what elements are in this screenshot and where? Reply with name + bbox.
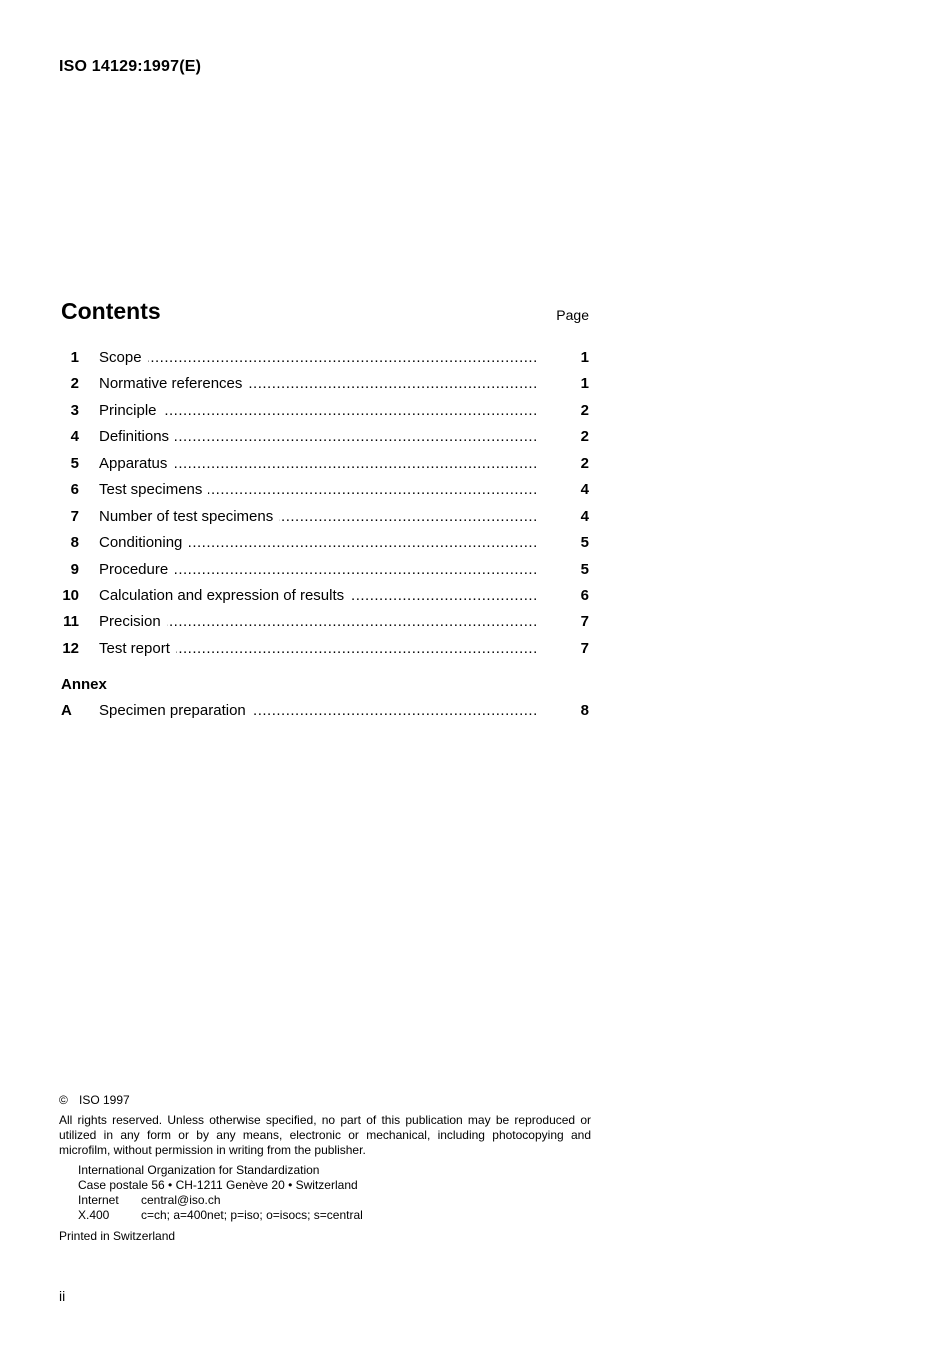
- toc-entry-page: 6: [580, 586, 589, 604]
- toc-entry-title: Principle: [99, 402, 163, 419]
- document-id: ISO 14129:1997(E): [59, 58, 202, 75]
- toc-entry-procedure[interactable]: [61, 557, 589, 583]
- toc-entry-number: 2: [70, 375, 79, 393]
- page-number: ii: [59, 1288, 66, 1304]
- toc-entry-page: 5: [580, 560, 589, 578]
- toc-entry-title: Number of test specimens: [99, 508, 279, 525]
- toc-entry-title: Scope: [99, 349, 148, 366]
- toc-entry-page: 2: [580, 401, 589, 419]
- internet-email[interactable]: central@iso.ch: [141, 1193, 221, 1207]
- toc-entry-number: 6: [70, 481, 79, 499]
- toc-entry-title: Specimen preparation: [99, 702, 252, 719]
- toc-entry-page: 8: [580, 702, 589, 719]
- annex-heading: Annex: [61, 676, 107, 693]
- toc-entry-specimen-preparation[interactable]: [61, 698, 589, 724]
- toc-entry-title: Procedure: [99, 561, 174, 578]
- toc-entry-page: 5: [580, 534, 589, 552]
- toc-entry-apparatus[interactable]: [61, 451, 589, 477]
- org-name: International Organization for Standardization: [78, 1163, 320, 1177]
- toc-entry-title: Test specimens: [99, 481, 208, 498]
- toc-entry-calculation[interactable]: [61, 583, 589, 609]
- toc-entry-number: 11: [63, 613, 79, 631]
- annex-contents: [61, 698, 589, 724]
- toc-entry-number: 9: [70, 560, 79, 578]
- toc-entry-number: 4: [70, 428, 79, 446]
- toc-entry-page: 7: [580, 613, 589, 631]
- toc-entry-number-of-test-specimens[interactable]: [61, 504, 589, 530]
- copyright-notice: [59, 1093, 130, 1107]
- toc-entry-test-specimens[interactable]: [61, 477, 589, 503]
- toc-entry-title: Precision: [99, 613, 167, 630]
- toc-entry-page: 4: [580, 507, 589, 525]
- toc-entry-page: 2: [580, 454, 589, 472]
- toc-entry-page: 1: [580, 375, 589, 393]
- toc-entry-title: Calculation and expression of results: [99, 587, 350, 604]
- toc-entry-number: 5: [70, 454, 79, 472]
- toc-entry-number: 1: [70, 349, 79, 366]
- x400-address: c=ch; a=400net; p=iso; o=isocs; s=central: [141, 1208, 363, 1222]
- internet-line: [78, 1193, 363, 1208]
- toc-entry-page: 7: [580, 639, 589, 657]
- toc-entry-precision[interactable]: [61, 609, 589, 635]
- publisher-address: [78, 1163, 363, 1223]
- table-of-contents: [61, 345, 589, 662]
- toc-entry-normative-references[interactable]: [61, 371, 589, 397]
- x400-line: [78, 1208, 363, 1223]
- toc-entry-page: 4: [580, 481, 589, 499]
- toc-entry-number: 12: [62, 639, 79, 657]
- toc-entry-number: 3: [70, 401, 79, 419]
- toc-entry-number: 10: [62, 586, 79, 604]
- rights-statement: All rights reserved. Unless otherwise specified, no part of this publication may be reproduced or utilized in any form or by any means, electronic or mechanical, including photocopying and microfilm, without permission in writing from the publisher.: [59, 1113, 591, 1157]
- x400-label: X.400: [78, 1208, 110, 1222]
- toc-entry-title: Test report: [99, 640, 176, 657]
- contents-heading: Contents: [61, 298, 161, 324]
- toc-entry-title: Apparatus: [99, 455, 173, 472]
- toc-entry-page: 1: [580, 349, 589, 366]
- toc-entry-definitions[interactable]: [61, 424, 589, 450]
- toc-entry-conditioning[interactable]: [61, 530, 589, 556]
- toc-entry-page: 2: [580, 428, 589, 446]
- copyright-text: ISO 1997: [79, 1093, 130, 1107]
- toc-entry-number: A: [61, 702, 72, 719]
- toc-entry-number: 7: [70, 507, 79, 525]
- toc-entry-test-report[interactable]: [61, 636, 589, 662]
- toc-entry-title: Normative references: [99, 375, 248, 392]
- toc-entry-scope[interactable]: [61, 345, 589, 371]
- internet-label: Internet: [78, 1193, 119, 1207]
- toc-entry-title: Conditioning: [99, 534, 188, 551]
- printed-in: Printed in Switzerland: [59, 1229, 176, 1243]
- copyright-symbol: ©: [59, 1093, 68, 1107]
- toc-entry-principle[interactable]: [61, 398, 589, 424]
- toc-entry-number: 8: [70, 534, 79, 552]
- page-column-label: Page: [556, 307, 589, 323]
- toc-entry-title: Definitions: [99, 428, 175, 445]
- postal-address: Case postale 56 • CH-1211 Genève 20 • Switzerland: [78, 1178, 358, 1192]
